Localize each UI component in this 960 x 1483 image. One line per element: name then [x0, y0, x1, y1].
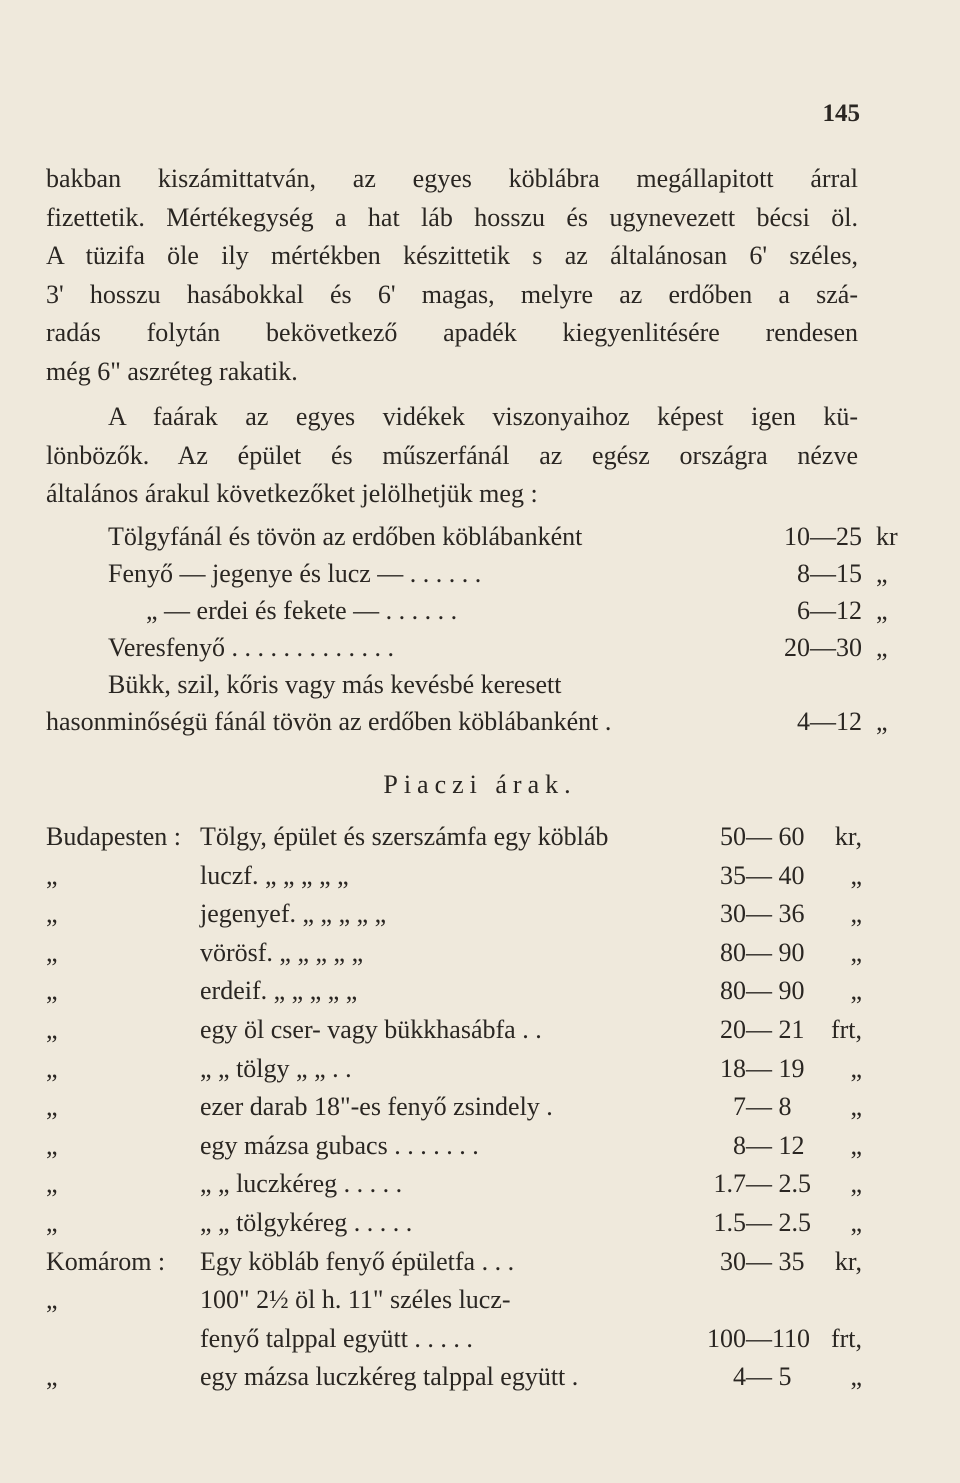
item-description: jegenyef. „ „ „ „ „	[200, 899, 387, 929]
market-price-row	[46, 1169, 862, 1207]
price-to: — 35	[746, 1246, 805, 1276]
forest-price-row	[46, 559, 888, 597]
city-label: „	[46, 937, 58, 967]
item-description: Egy köbláb fenyő épületfa . . .	[200, 1246, 515, 1276]
paragraph-1	[46, 160, 858, 391]
price-to: — 5	[746, 1362, 792, 1392]
price-unit: frt,	[830, 1323, 862, 1353]
city-label: „	[46, 1169, 58, 1199]
price-unit: „	[850, 860, 862, 890]
price-to: — 36	[746, 899, 805, 929]
city-label: „	[46, 1130, 58, 1160]
city-label: „	[46, 1208, 58, 1237]
price-unit: frt,	[830, 1015, 862, 1044]
price-range: 4—12	[797, 707, 862, 736]
price-to: — 90	[746, 976, 805, 1006]
price-unit: „	[850, 1092, 862, 1122]
price-from: 35	[720, 860, 746, 890]
city-label: „	[46, 1053, 58, 1083]
market-price-row	[46, 899, 862, 937]
price-from: 80	[720, 976, 746, 1006]
text-line: 3' hosszu hasábokkal és 6' magas, melyre az erdőben a szá-	[46, 279, 858, 309]
price-from: 100	[707, 1323, 746, 1353]
price-to: — 21	[746, 1015, 805, 1044]
item-description: „ „ tölgykéreg . . . . .	[200, 1208, 413, 1237]
forest-price-row	[46, 707, 888, 745]
city-label: Budapesten :	[46, 822, 182, 851]
forest-price-row	[46, 670, 858, 708]
price-unit: „	[850, 976, 862, 1006]
market-price-row	[46, 1208, 862, 1246]
text-line: fizettetik. Mértékegység a hat láb hosszu és ugynevezett bécsi öl.	[46, 202, 858, 232]
price-unit: „	[850, 1053, 862, 1083]
city-label: „	[46, 1015, 58, 1044]
price-range: 10—25	[784, 522, 862, 551]
market-price-row	[46, 1285, 862, 1323]
item-description: egy mázsa gubacs . . . . . . .	[200, 1130, 479, 1160]
item-description: ezer darab 18"-es fenyő zsindely .	[200, 1092, 553, 1122]
item-description: 100" 2½ öl h. 11" széles lucz-	[200, 1285, 511, 1315]
city-label: „	[46, 860, 58, 890]
price-from: 4	[733, 1362, 746, 1392]
text-line: A faárak az egyes vidékek viszonyaihoz képest igen kü-	[108, 402, 858, 431]
market-price-row	[46, 1247, 862, 1285]
market-price-row	[46, 938, 862, 976]
price-from: 30	[720, 899, 746, 929]
price-unit: „	[876, 596, 888, 625]
price-label: hasonminőségü fánál tövön az erdőben köblábanként .	[46, 707, 612, 736]
price-range: 20—30	[784, 633, 862, 662]
price-unit: „	[876, 633, 888, 662]
price-to: — 19	[746, 1053, 805, 1083]
city-label: „	[46, 1285, 58, 1315]
text-line: bakban kiszámittatván, az egyes köblábra megállapitott árral	[46, 164, 858, 193]
market-price-row	[46, 1131, 862, 1169]
paragraph-2	[46, 398, 858, 514]
price-from: 1.7	[713, 1169, 746, 1199]
price-range: 6—12	[797, 596, 862, 625]
price-label: „ — erdei és fekete — . . . . . .	[146, 596, 458, 625]
price-unit: kr,	[834, 822, 862, 851]
market-price-row	[46, 1015, 862, 1053]
market-heading: Piaczi árak.	[383, 770, 577, 799]
market-price-row	[46, 1092, 862, 1130]
market-price-row	[46, 1362, 862, 1400]
item-description: luczf. „ „ „ „ „	[200, 860, 349, 890]
price-to: — 12	[746, 1130, 805, 1160]
price-label: Bükk, szil, kőris vagy más kevésbé keresett	[108, 670, 562, 699]
text-line: lönbözők. Az épület és műszerfánál az egész országra nézve	[46, 440, 858, 470]
price-unit: „	[850, 1169, 862, 1199]
item-description: Tölgy, épület és szerszámfa egy köbláb	[200, 822, 609, 851]
price-to: — 8	[746, 1092, 792, 1122]
price-to: — 40	[746, 860, 805, 890]
price-unit: „	[850, 1130, 862, 1160]
price-from: 18	[720, 1053, 746, 1083]
price-from: 8	[733, 1130, 746, 1160]
item-description: egy mázsa luczkéreg talppal együtt .	[200, 1362, 579, 1392]
price-to: —110	[746, 1323, 811, 1353]
price-unit: „	[876, 559, 888, 588]
price-unit: „	[850, 899, 862, 929]
forest-price-row	[46, 522, 898, 560]
market-price-row	[46, 822, 862, 860]
forest-price-row	[46, 633, 888, 671]
price-unit: kr,	[834, 1246, 862, 1276]
text-line: A tüzifa öle ily mértékben készittetik s az általánosan 6' széles,	[46, 241, 858, 270]
price-to: — 2.5	[746, 1208, 811, 1237]
price-range: 8—15	[797, 559, 862, 588]
forest-price-row	[46, 596, 888, 634]
item-description: „ „ tölgy „ „ . .	[200, 1053, 352, 1083]
price-unit: „	[850, 1208, 862, 1237]
price-to: — 60	[746, 822, 805, 851]
city-label: Komárom :	[46, 1246, 166, 1276]
price-from: 50	[720, 822, 746, 851]
text-line: radás folytán bekövetkező apadék kiegyenlitésére rendesen	[46, 318, 858, 347]
text-line: általános árakul következőket jelölhetjük meg :	[46, 479, 538, 508]
city-label: „	[46, 899, 58, 929]
price-label: Fenyő — jegenye és lucz — . . . . . .	[108, 559, 482, 588]
price-label: Tölgyfánál és tövön az erdőben köblábanként	[108, 522, 583, 551]
price-from: 7	[733, 1092, 746, 1122]
market-price-row	[46, 1054, 862, 1092]
market-price-row	[46, 976, 862, 1014]
price-unit: „	[850, 937, 862, 967]
text-line: még 6" aszréteg rakatik.	[46, 356, 298, 386]
price-to: — 90	[746, 937, 805, 967]
price-from: 1.5	[713, 1208, 746, 1237]
market-price-row	[46, 861, 862, 899]
price-label: Veresfenyő . . . . . . . . . . . . .	[108, 633, 394, 662]
price-unit: „	[850, 1362, 862, 1392]
city-label: „	[46, 1362, 58, 1392]
page-number: 145	[822, 100, 860, 127]
item-description: fenyő talppal együtt . . . . .	[200, 1323, 473, 1353]
city-label: „	[46, 976, 58, 1006]
price-from: 30	[720, 1246, 746, 1276]
item-description: „ „ luczkéreg . . . . .	[200, 1169, 403, 1199]
item-description: egy öl cser- vagy bükkhasábfa . .	[200, 1015, 542, 1044]
price-to: — 2.5	[746, 1169, 811, 1199]
price-unit: „	[876, 707, 888, 736]
price-from: 80	[720, 937, 746, 967]
item-description: vörösf. „ „ „ „ „	[200, 937, 364, 967]
price-from: 20	[720, 1015, 746, 1044]
price-unit: kr	[876, 522, 898, 551]
item-description: erdeif. „ „ „ „ „	[200, 976, 358, 1006]
market-price-row	[46, 1324, 862, 1362]
city-label: „	[46, 1092, 58, 1122]
